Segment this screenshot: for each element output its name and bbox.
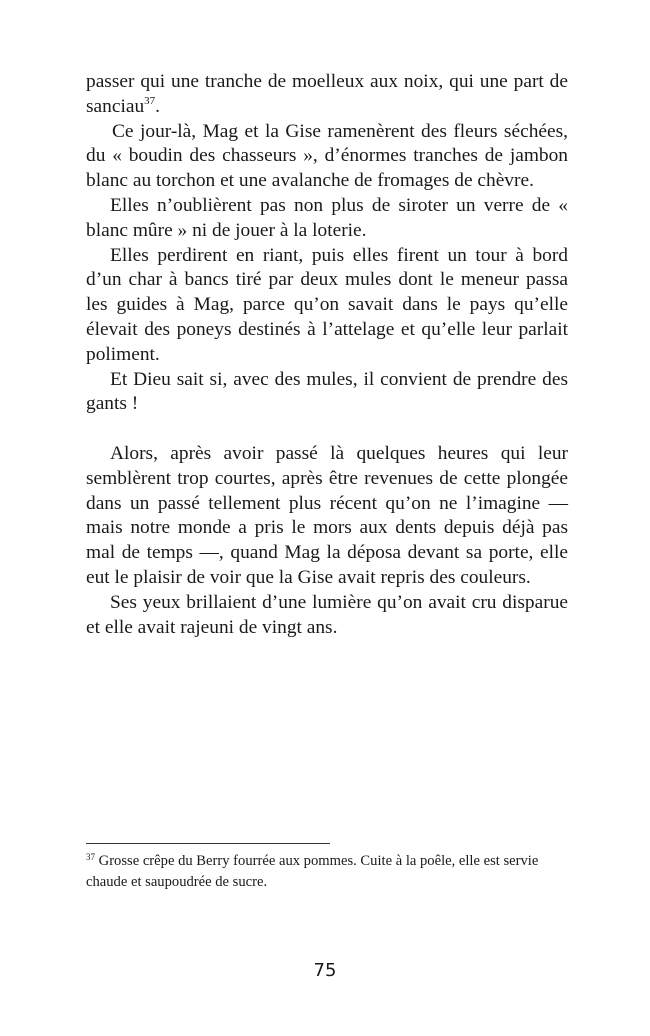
paragraph-2: Ce jour-là, Mag et la Gise ramenèrent des fleurs séchées, du « boudin des chasseurs », d’énormes tranches de jambon blanc au torchon et une avalanche de fromages de chèvre. [86, 120, 568, 192]
paragraph-1-text: passer qui une tranche de moelleux aux noix, qui une part de sanciau [86, 71, 568, 117]
footnote-text: Grosse crêpe du Berry fourrée aux pommes. Cuite à la poêle, elle est servie chaude et saupoudrée de sucre. [86, 853, 539, 890]
footnote-separator [86, 843, 330, 844]
paragraph-3: Elles n’oublièrent pas non plus de siroter un verre de « blanc mûre » ni de jouer à la loterie. [86, 194, 568, 241]
page-number: 75 [313, 960, 337, 981]
section-break [86, 417, 568, 442]
footnote-number: 37 [86, 852, 95, 862]
paragraph-4: Elles perdirent en riant, puis elles firent un tour à bord d’un char à bancs tiré par deux mules dont le meneur passa les guides à Mag, parce qu’on savait dans le pays qu’elle élevait des poneys destinés à l’attelage et qu’elle leur parlait poliment. [86, 244, 568, 365]
footnote-reference[interactable]: 37 [144, 94, 156, 107]
paragraph-7: Ses yeux brillaient d’une lumière qu’on avait cru disparue et elle avait rajeuni de vingt ans. [86, 591, 568, 638]
paragraph-1-end: . [155, 95, 161, 117]
paragraph-5: Et Dieu sait si, avec des mules, il convient de prendre des gants ! [86, 368, 568, 415]
page-body [86, 70, 568, 640]
paragraph-6: Alors, après avoir passé là quelques heures qui leur semblèrent trop courtes, après être revenues de cette plongée dans un passé tellement plus récent qu’on ne l’imagine — mais notre monde a pris le mors aux dents depuis déjà pas mal de temps —, quand Mag la déposa devant sa porte, elle eut le plaisir de voir que la Gise avait repris des couleurs. [86, 442, 568, 588]
paragraph-1 [86, 70, 568, 120]
footnote [86, 851, 568, 893]
